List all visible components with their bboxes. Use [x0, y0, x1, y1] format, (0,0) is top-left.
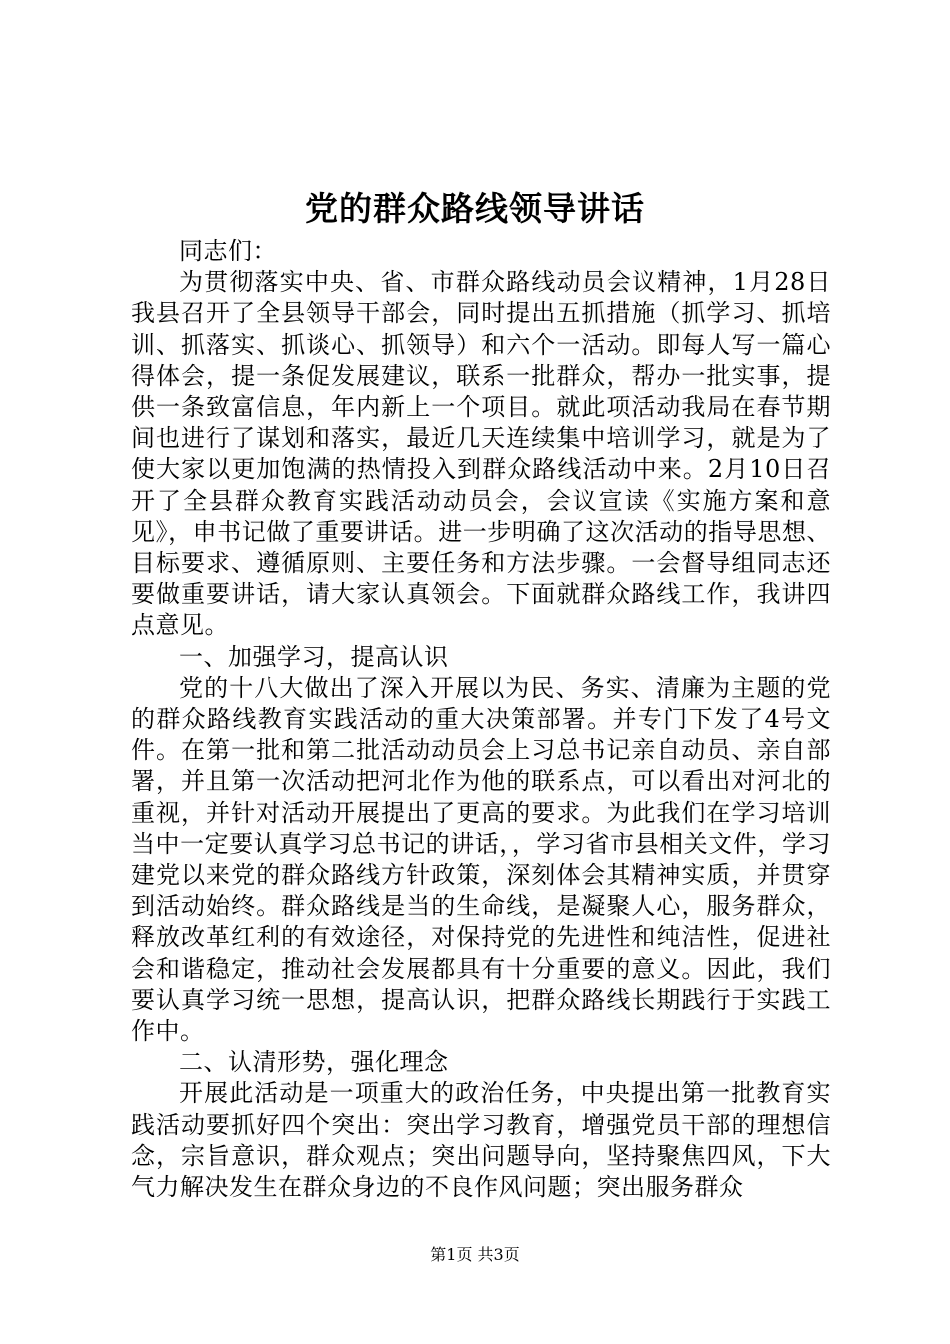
- document-title: 党的群众路线领导讲话: [305, 189, 645, 228]
- page-number-footer: 第1页 共3页: [430, 1245, 520, 1264]
- paragraph-section-2: 开展此活动是一项重大的政治任务，中央提出第一批教育实践活动要抓好四个突出：突出学习教育，增强党员干部的理想信念，宗旨意识，群众观点；突出问题导向，坚持聚焦四风，下大气力解决发生在群众身边的不良作风问题；突出服务群众: [131, 1079, 831, 1202]
- section-heading-1: 一、加强学习，提高认识: [179, 642, 449, 671]
- salutation: 同志们：: [179, 237, 277, 265]
- paragraph-section-1: 党的十八大做出了深入开展以为民、务实、清廉为主题的党的群众路线教育实践活动的重大决策部署。并专门下发了4号文件。在第一批和第二批活动动员会上习总书记亲自动员、亲自部署，并且第一次活动把河北作为他的联系点，可以看出对河北的重视，并针对活动开展提出了更高的要求。为此我们在学习培训当中一定要认真学习总书记的讲话，，学习省市县相关文件，学习建党以来党的群众路线方针政策，深刻体会其精神实质，并贯穿到活动始终。群众路线是当的生命线，是凝聚人心，服务群众，释放改革红利的有效途径，对保持党的先进性和纯洁性，促进社会和谐稳定，推动社会发展都具有十分重要的意义。因此，我们要认真学习统一思想，提高认识，把群众路线长期践行于实践工作中。: [131, 673, 831, 1046]
- document-body: [131, 236, 831, 1203]
- paragraph-intro: 为贯彻落实中央、省、市群众路线动员会议精神，1月28日我县召开了全县领导干部会，同时提出五抓措施（抓学习、抓培训、抓落实、抓谈心、抓领导）和六个一活动。即每人写一篇心得体会，提一条促发展建议，联系一批群众，帮办一批实事，提供一条致富信息，年内新上一个项目。就此项活动我局在春节期间也进行了谋划和落实，最近几天连续集中培训学习，就是为了使大家以更加饱满的热情投入到群众路线活动中来。2月10日召开了全县群众教育实践活动动员会，会议宣读《实施方案和意见》，申书记做了重要讲话。进一步明确了这次活动的指导思想、目标要求、遵循原则、主要任务和方法步骤。一会督导组同志还要做重要讲话，请大家认真领会。下面就群众路线工作，我讲四点意见。: [131, 268, 831, 640]
- section-heading-2: 二、认清形势，强化理念: [179, 1048, 449, 1077]
